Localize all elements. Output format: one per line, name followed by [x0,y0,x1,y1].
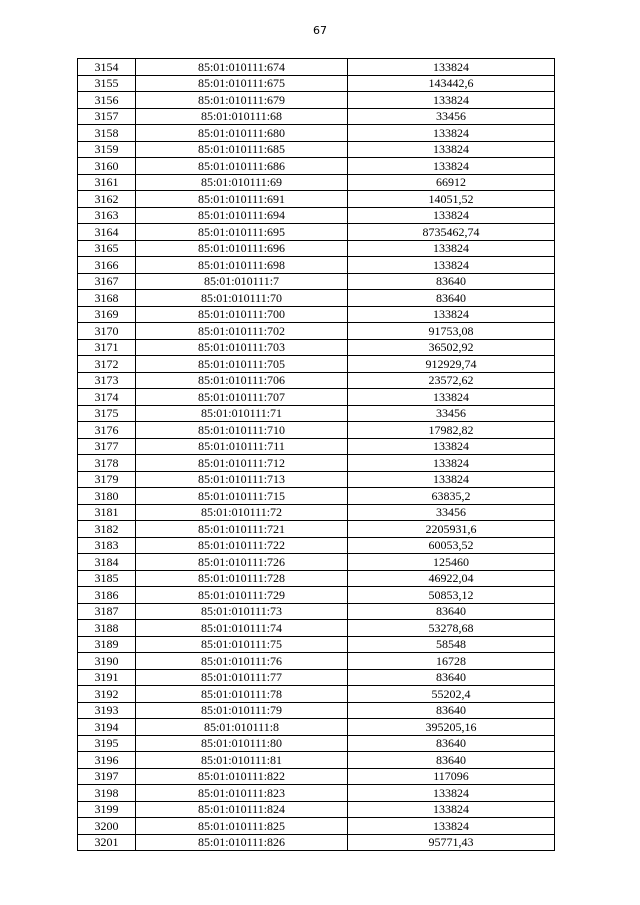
value-cell: 133824 [348,455,555,472]
value-cell: 133824 [348,59,555,76]
row-number-cell: 3170 [78,323,136,340]
table-row [78,405,555,422]
table-row [78,389,555,406]
row-number-cell: 3171 [78,339,136,356]
cadastral-number-cell: 85:01:010111:707 [136,389,348,406]
cadastral-number-cell: 85:01:010111:72 [136,504,348,521]
table-row [78,59,555,76]
cadastral-number-cell: 85:01:010111:686 [136,158,348,175]
row-number-cell: 3183 [78,537,136,554]
value-cell: 133824 [348,306,555,323]
table-row [78,257,555,274]
row-number-cell: 3198 [78,785,136,802]
row-number-cell: 3173 [78,372,136,389]
cadastral-number-cell: 85:01:010111:700 [136,306,348,323]
table-row [78,620,555,637]
table-row [78,306,555,323]
value-cell: 133824 [348,389,555,406]
row-number-cell: 3155 [78,75,136,92]
value-cell: 133824 [348,471,555,488]
row-number-cell: 3167 [78,273,136,290]
cadastral-number-cell: 85:01:010111:695 [136,224,348,241]
table-row [78,669,555,686]
table-body [78,59,555,851]
table-row [78,521,555,538]
value-cell: 33456 [348,504,555,521]
row-number-cell: 3168 [78,290,136,307]
cadastral-number-cell: 85:01:010111:76 [136,653,348,670]
value-cell: 63835,2 [348,488,555,505]
cadastral-number-cell: 85:01:010111:824 [136,801,348,818]
cadastral-number-cell: 85:01:010111:711 [136,438,348,455]
table-row [78,438,555,455]
cadastral-number-cell: 85:01:010111:7 [136,273,348,290]
row-number-cell: 3157 [78,108,136,125]
value-cell: 46922,04 [348,570,555,587]
value-cell: 33456 [348,405,555,422]
cadastral-number-cell: 85:01:010111:694 [136,207,348,224]
value-cell: 58548 [348,636,555,653]
cadastral-number-cell: 85:01:010111:825 [136,818,348,835]
cadastral-number-cell: 85:01:010111:77 [136,669,348,686]
table-row [78,603,555,620]
row-number-cell: 3189 [78,636,136,653]
row-number-cell: 3188 [78,620,136,637]
row-number-cell: 3176 [78,422,136,439]
table-row [78,735,555,752]
value-cell: 33456 [348,108,555,125]
value-cell: 16728 [348,653,555,670]
value-cell: 133824 [348,801,555,818]
value-cell: 133824 [348,207,555,224]
row-number-cell: 3184 [78,554,136,571]
cadastral-number-cell: 85:01:010111:696 [136,240,348,257]
row-number-cell: 3175 [78,405,136,422]
table-row [78,290,555,307]
cadastral-value-table [77,58,555,851]
value-cell: 133824 [348,785,555,802]
value-cell: 912929,74 [348,356,555,373]
cadastral-number-cell: 85:01:010111:69 [136,174,348,191]
value-cell: 2205931,6 [348,521,555,538]
value-cell: 117096 [348,768,555,785]
table-row [78,207,555,224]
table-row [78,570,555,587]
value-cell: 133824 [348,158,555,175]
table-row [78,636,555,653]
cadastral-number-cell: 85:01:010111:680 [136,125,348,142]
table-row [78,818,555,835]
page-number: 67 [313,24,327,37]
table-row [78,372,555,389]
value-cell: 36502,92 [348,339,555,356]
table-row [78,653,555,670]
table-row [78,339,555,356]
row-number-cell: 3178 [78,455,136,472]
row-number-cell: 3169 [78,306,136,323]
table-row [78,801,555,818]
value-cell: 83640 [348,735,555,752]
table-row [78,240,555,257]
row-number-cell: 3185 [78,570,136,587]
table-row [78,174,555,191]
cadastral-number-cell: 85:01:010111:68 [136,108,348,125]
table-row [78,455,555,472]
value-cell: 55202,4 [348,686,555,703]
cadastral-number-cell: 85:01:010111:729 [136,587,348,604]
row-number-cell: 3177 [78,438,136,455]
row-number-cell: 3195 [78,735,136,752]
table-row [78,125,555,142]
row-number-cell: 3199 [78,801,136,818]
cadastral-number-cell: 85:01:010111:713 [136,471,348,488]
value-cell: 133824 [348,141,555,158]
cadastral-number-cell: 85:01:010111:710 [136,422,348,439]
row-number-cell: 3162 [78,191,136,208]
row-number-cell: 3186 [78,587,136,604]
table-row [78,752,555,769]
row-number-cell: 3154 [78,59,136,76]
table-row [78,141,555,158]
cadastral-number-cell: 85:01:010111:826 [136,834,348,851]
row-number-cell: 3179 [78,471,136,488]
row-number-cell: 3164 [78,224,136,241]
row-number-cell: 3163 [78,207,136,224]
table-row [78,719,555,736]
row-number-cell: 3191 [78,669,136,686]
cadastral-number-cell: 85:01:010111:71 [136,405,348,422]
cadastral-number-cell: 85:01:010111:70 [136,290,348,307]
value-cell: 125460 [348,554,555,571]
value-cell: 133824 [348,257,555,274]
table-row [78,422,555,439]
row-number-cell: 3160 [78,158,136,175]
cadastral-number-cell: 85:01:010111:78 [136,686,348,703]
cadastral-number-cell: 85:01:010111:703 [136,339,348,356]
row-number-cell: 3166 [78,257,136,274]
cadastral-number-cell: 85:01:010111:81 [136,752,348,769]
cadastral-number-cell: 85:01:010111:74 [136,620,348,637]
table-row [78,834,555,851]
row-number-cell: 3190 [78,653,136,670]
table-row [78,92,555,109]
cadastral-number-cell: 85:01:010111:698 [136,257,348,274]
table-row [78,323,555,340]
value-cell: 83640 [348,702,555,719]
value-cell: 133824 [348,818,555,835]
value-cell: 133824 [348,240,555,257]
cadastral-number-cell: 85:01:010111:79 [136,702,348,719]
row-number-cell: 3194 [78,719,136,736]
value-cell: 23572,62 [348,372,555,389]
table-row [78,224,555,241]
row-number-cell: 3193 [78,702,136,719]
value-cell: 83640 [348,752,555,769]
table-row [78,785,555,802]
value-cell: 133824 [348,125,555,142]
cadastral-number-cell: 85:01:010111:80 [136,735,348,752]
value-cell: 60053,52 [348,537,555,554]
row-number-cell: 3200 [78,818,136,835]
cadastral-number-cell: 85:01:010111:75 [136,636,348,653]
value-cell: 83640 [348,603,555,620]
cadastral-number-cell: 85:01:010111:685 [136,141,348,158]
row-number-cell: 3159 [78,141,136,158]
table-row [78,273,555,290]
table-row [78,702,555,719]
value-cell: 66912 [348,174,555,191]
row-number-cell: 3158 [78,125,136,142]
table-row [78,108,555,125]
value-cell: 14051,52 [348,191,555,208]
value-cell: 133824 [348,92,555,109]
value-cell: 95771,43 [348,834,555,851]
cadastral-number-cell: 85:01:010111:706 [136,372,348,389]
value-cell: 395205,16 [348,719,555,736]
row-number-cell: 3156 [78,92,136,109]
value-cell: 83640 [348,290,555,307]
row-number-cell: 3180 [78,488,136,505]
cadastral-number-cell: 85:01:010111:702 [136,323,348,340]
table-row [78,191,555,208]
table-row [78,686,555,703]
value-cell: 83640 [348,273,555,290]
row-number-cell: 3172 [78,356,136,373]
value-cell: 53278,68 [348,620,555,637]
table-row [78,554,555,571]
row-number-cell: 3161 [78,174,136,191]
cadastral-number-cell: 85:01:010111:712 [136,455,348,472]
value-cell: 143442,6 [348,75,555,92]
row-number-cell: 3187 [78,603,136,620]
table-row [78,158,555,175]
value-cell: 50853,12 [348,587,555,604]
cadastral-number-cell: 85:01:010111:721 [136,521,348,538]
cadastral-number-cell: 85:01:010111:705 [136,356,348,373]
cadastral-number-cell: 85:01:010111:691 [136,191,348,208]
value-cell: 91753,08 [348,323,555,340]
table-row [78,356,555,373]
cadastral-number-cell: 85:01:010111:726 [136,554,348,571]
row-number-cell: 3196 [78,752,136,769]
table-row [78,75,555,92]
table-row [78,504,555,521]
cadastral-number-cell: 85:01:010111:722 [136,537,348,554]
cadastral-number-cell: 85:01:010111:679 [136,92,348,109]
row-number-cell: 3201 [78,834,136,851]
table-row [78,537,555,554]
row-number-cell: 3197 [78,768,136,785]
row-number-cell: 3181 [78,504,136,521]
cadastral-number-cell: 85:01:010111:73 [136,603,348,620]
row-number-cell: 3182 [78,521,136,538]
cadastral-number-cell: 85:01:010111:674 [136,59,348,76]
cadastral-number-cell: 85:01:010111:8 [136,719,348,736]
row-number-cell: 3174 [78,389,136,406]
cadastral-number-cell: 85:01:010111:728 [136,570,348,587]
value-cell: 133824 [348,438,555,455]
cadastral-number-cell: 85:01:010111:822 [136,768,348,785]
row-number-cell: 3165 [78,240,136,257]
table-row [78,488,555,505]
row-number-cell: 3192 [78,686,136,703]
table-row [78,587,555,604]
value-cell: 17982,82 [348,422,555,439]
value-cell: 83640 [348,669,555,686]
cadastral-number-cell: 85:01:010111:675 [136,75,348,92]
value-cell: 8735462,74 [348,224,555,241]
table-row [78,471,555,488]
cadastral-number-cell: 85:01:010111:715 [136,488,348,505]
table-row [78,768,555,785]
cadastral-number-cell: 85:01:010111:823 [136,785,348,802]
